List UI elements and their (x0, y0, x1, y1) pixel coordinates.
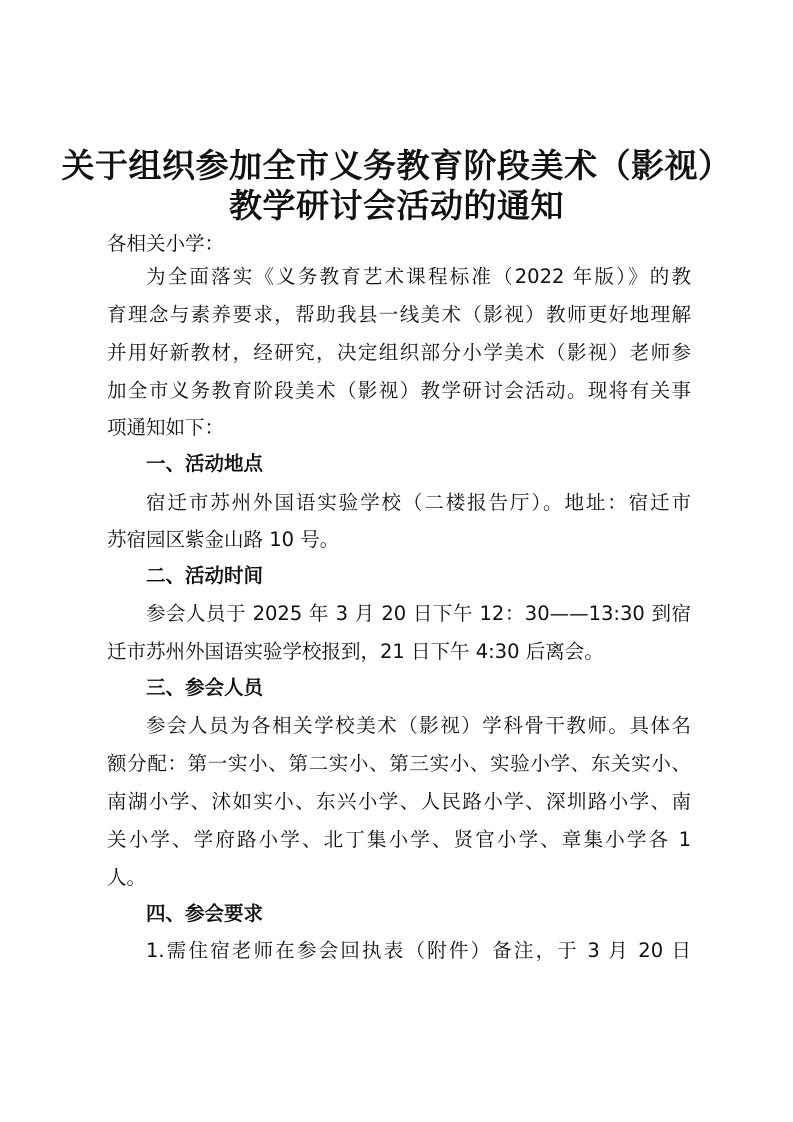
section-heading-participants: 三、参会人员 (146, 676, 264, 699)
salutation: 各相关小学： (107, 232, 225, 255)
intro-line-1: 为全面落实《义务教育艺术课程标准（2022 年版）》的教 (146, 265, 691, 288)
time-line-1: 参会人员于 2025 年 3 月 20 日下午 12：30——13:30 到宿 (146, 602, 691, 625)
participants-line-1: 参会人员为各相关学校美术（影视）学科骨干教师。具体名 (146, 714, 691, 737)
section-heading-time: 二、活动时间 (146, 564, 264, 587)
document-title-line-2: 教学研讨会活动的通知 (229, 186, 564, 225)
intro-line-3: 并用好新教材，经研究，决定组织部分小学美术（影视）老师参 (107, 341, 691, 364)
time-line-2: 迁市苏州外国语实验学校报到，21 日下午 4:30 后离会。 (107, 640, 604, 663)
participants-line-5: 人。 (107, 866, 147, 889)
intro-line-4: 加全市义务教育阶段美术（影视）教学研讨会活动。现将有关事 (107, 379, 691, 402)
intro-line-5: 项通知如下： (107, 416, 225, 439)
participants-line-2: 额分配：第一实小、第二实小、第三实小、实验小学、东关实小、 (107, 752, 691, 775)
participants-line-4: 关小学、学府路小学、北丁集小学、贤官小学、章集小学各 1 (107, 828, 691, 851)
requirements-line-1: 1.需住宿老师在参会回执表（附件）备注，于 3 月 20 日 (146, 939, 691, 962)
intro-line-2: 育理念与素养要求，帮助我县一线美术（影视）教师更好地理解 (107, 303, 691, 326)
section-heading-location: 一、活动地点 (146, 452, 264, 475)
location-line-1: 宿迁市苏州外国语实验学校（二楼报告厅）。地址：宿迁市 (146, 491, 691, 514)
document-title-line-1: 关于组织参加全市义务教育阶段美术（影视） (61, 146, 732, 185)
participants-line-3: 南湖小学、沭如实小、东兴小学、人民路小学、深圳路小学、南 (107, 790, 691, 813)
location-line-2: 苏宿园区紫金山路 10 号。 (107, 528, 340, 551)
section-heading-requirements: 四、参会要求 (146, 902, 264, 925)
